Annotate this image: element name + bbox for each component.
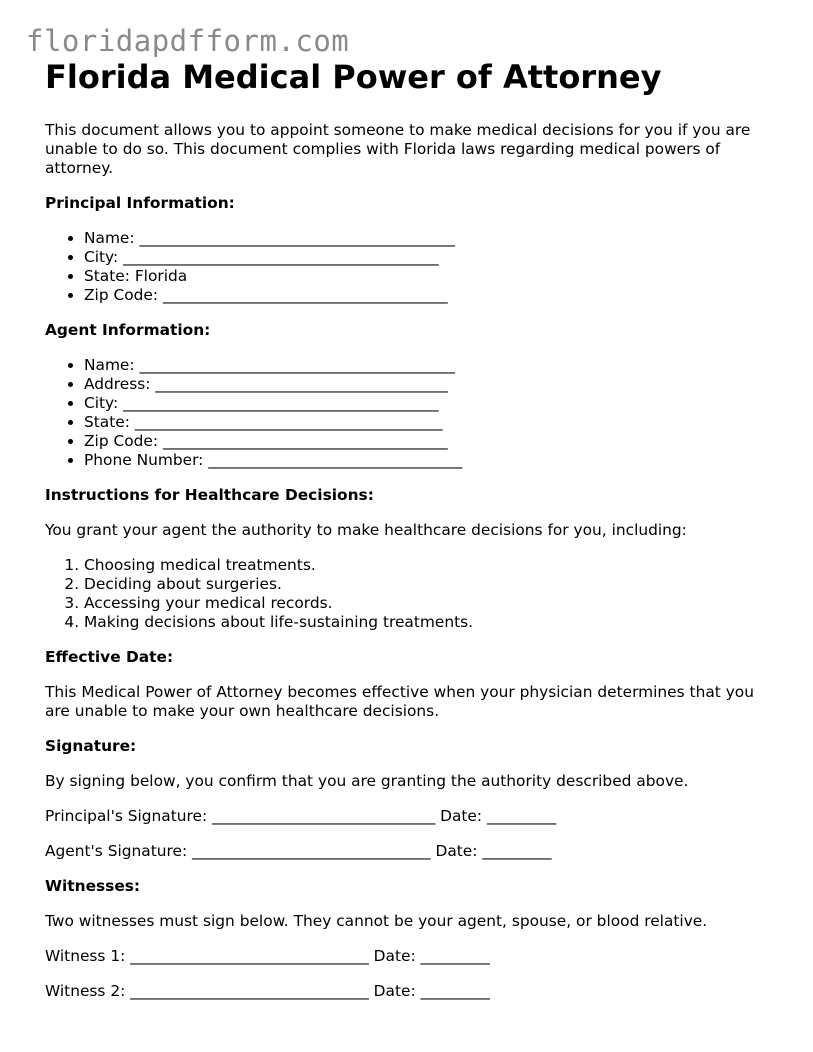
document-page bbox=[45, 56, 775, 1017]
watermark: floridapdfform.com bbox=[26, 24, 350, 58]
principal-zip-field: • Zip Code: _____________________________________ bbox=[84, 286, 775, 305]
instructions-list bbox=[45, 556, 775, 632]
signature-heading: Signature: bbox=[45, 737, 137, 755]
agent-heading: Agent Information: bbox=[45, 321, 211, 339]
principal-signature-line: Principal's Signature: _____________________________ Date: _________ bbox=[45, 807, 557, 825]
agent-list bbox=[45, 356, 775, 470]
signature-paragraph: By signing below, you confirm that you are granting the authority described above. bbox=[45, 772, 689, 790]
agent-address-field: • Address: ______________________________________ bbox=[84, 375, 775, 394]
principal-name-field: • Name: _________________________________________ bbox=[84, 229, 775, 248]
witnesses-paragraph: Two witnesses must sign below. They cannot be your agent, spouse, or blood relative. bbox=[45, 912, 708, 930]
agent-signature-line: Agent's Signature: _______________________________ Date: _________ bbox=[45, 842, 552, 860]
witness-1-line: Witness 1: _______________________________ Date: _________ bbox=[45, 947, 490, 965]
list-item: 3. Accessing your medical records. bbox=[84, 594, 775, 613]
instructions-paragraph: You grant your agent the authority to make healthcare decisions for you, including: bbox=[45, 521, 687, 539]
list-item: 1. Choosing medical treatments. bbox=[84, 556, 775, 575]
witnesses-heading: Witnesses: bbox=[45, 877, 141, 895]
effective-date-paragraph: This Medical Power of Attorney becomes effective when your physician determines that you are unable to make your own healthcare decisions. bbox=[45, 683, 754, 720]
principal-state-field: • State: Florida bbox=[84, 267, 775, 286]
agent-zip-field: • Zip Code: _____________________________________ bbox=[84, 432, 775, 451]
agent-phone-field: • Phone Number: _________________________________ bbox=[84, 451, 775, 470]
witness-2-line: Witness 2: _______________________________ Date: _________ bbox=[45, 982, 490, 1000]
principal-heading: Principal Information: bbox=[45, 194, 235, 212]
principal-city-field: • City: _________________________________________ bbox=[84, 248, 775, 267]
list-item: 2. Deciding about surgeries. bbox=[84, 575, 775, 594]
principal-list bbox=[45, 229, 775, 305]
document-title: Florida Medical Power of Attorney bbox=[45, 58, 662, 96]
intro-paragraph: This document allows you to appoint someone to make medical decisions for you if you are unable to do so. This document complies with Florida laws regarding medical powers of attorney. bbox=[45, 121, 751, 177]
effective-date-heading: Effective Date: bbox=[45, 648, 174, 666]
instructions-heading: Instructions for Healthcare Decisions: bbox=[45, 486, 374, 504]
agent-city-field: • City: _________________________________________ bbox=[84, 394, 775, 413]
list-item: 4. Making decisions about life-sustaining treatments. bbox=[84, 613, 775, 632]
agent-name-field: • Name: _________________________________________ bbox=[84, 356, 775, 375]
agent-state-field: • State: ________________________________________ bbox=[84, 413, 775, 432]
